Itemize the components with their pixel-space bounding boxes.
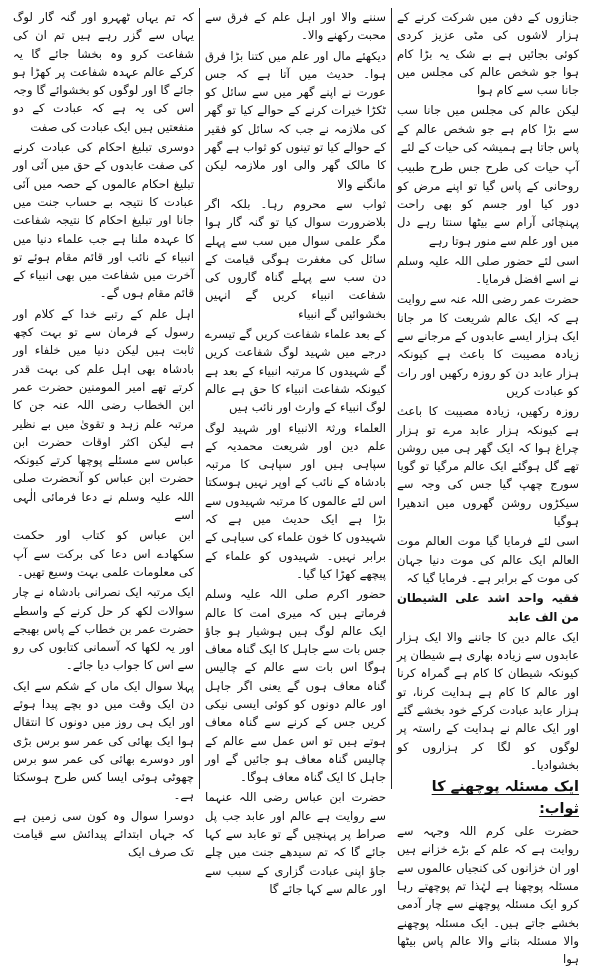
paragraph: حضرت عمر رضی اللہ عنہ سے روایت ہے کہ ایک عالم شریعت کا مر جانا ایک ہزار ایسے عابدوں کے مرجانے سے زیادہ مصیبت کا باعث ہے کیونکہ ہزار عابد دن کو روزہ رکھیں اور رات کو عبادت کریں [397, 292, 579, 398]
arabic-quote: فقیہ واحد اشد علی الشیطان من الف عابد [397, 591, 579, 624]
paragraph: دوسری تبلیغ احکام کی عبادت کرنے کی صفت عابدوں کے حق میں آئی اور تبلیغ احکام عالموں کے حصہ میں آئی عبادت کا نتیجہ بے حساب جنت میں جانا اور تبلیغ احکام کا نتیجہ شفاعت کا عہدہ ملنا ہے جب علماء دنیا میں انبیاء کے نائب اور قائم مقام ہوئے تو آخرت میں شفاعت میں بھی انبیاء کے قائم مقام ہوں گے۔ [13, 140, 194, 301]
paragraph: اہل علم کے رتبے خدا کے کلام اور رسول کے فرمان سے تو بہت کچھ ثابت ہیں لیکن دنیا میں خلفاء اور بادشاہ بھی اہل علم کی بہت قدر کرتے تھے امیر المومنین حضرت عمر ابن الخطاب رضی اللہ عنہ جن کا مرتبہ علم زہد و تقویٰ میں بے نظیر ہے لیکن اکثر اوقات حضرت ابن عباس سے مسئلے پوچھا کرتے کیونکہ حضرت ابن عباس کو آنحضرت صلی اللہ علیہ وسلم نے دعا فرمائی الٰہی اسے [13, 306, 194, 523]
paragraph: پہلا سوال ایک ماں کے شکم سے ایک دن ایک وقت میں دو بچے پیدا ہوئے اور ایک ہی روز میں دونوں کا انتقال ہوا ایک بھائی کی عمر سو برس بڑی اور دوسرے بھائی کی عمر سو برس چھوٹی ہوئی ایسا کس طرح ہوسکتا ہے۔ [13, 678, 194, 803]
column-right [392, 8, 584, 967]
paragraph: جنازوں کے دفن میں شرکت کرنے کے ہزار لاشوں کی مٹی عزیز کردی کوئی بجائیں ہے بے شک یہ بڑا کام ہوا جو شخص عالم کی مجلس میں جانا سب سے کام ہوا [397, 10, 579, 98]
paragraph: کے بعد علماء شفاعت کریں گے تیسرے درجے میں شہید لوگ شفاعت کریں گے شہیدوں کا مرتبہ انبیاء کے بعد ہے کیونکہ شفاعت انبیاء کا حق ہے عالم لوگ انبیاء کے وارث اور نائب ہیں [205, 327, 386, 415]
column-left [8, 8, 200, 860]
column-middle [200, 8, 392, 896]
paragraph: حضرت ابن عباس رضی اللہ عنہما سے روایت ہے عالم اور عابد جب پل صراط پر پہنچیں گے تو عابد سے کہا جائے گا کہ تم سیدھے جنت میں چلے جاؤ اپنی عبادت گزاری کے سبب سے اور عالم سے کہا جائے گا [205, 790, 386, 896]
paragraph: حضور اکرم صلی اللہ علیہ وسلم فرماتے ہیں کہ میری امت کا عالم ایک عالم لوگ ہیں ہوشیار ہو جاؤ جس بات سے جاہل کا ایک گناہ معاف ہوگا اس بات سے عالم کے چالیس گناہ معاف ہوں گے یعنی اگر جاہل اور عالم دونوں کو کوئی ایسی نیکی کریں جس کے کرنے سے گناہ معاف ہوتے ہیں تو اس عمل سے عالم کے چالیس گناہ معاف ہو جائیں گے اور جاہل کا ایک گناہ معاف ہوگا۔ [205, 587, 386, 785]
paragraph: ابن عباس کو کتاب اور حکمت سکھادے اس دعا کی برکت سے آپ کی معلومات علمی بہت وسیع تھیں۔ [13, 528, 194, 579]
paragraph: سننے والا اور اہل علم کے فرق سے محبت رکھنے والا۔ [205, 10, 386, 43]
section-heading: ایک مسئلہ پوچھنے کا ثواب: [431, 779, 579, 818]
paragraph: اسی لئے حضور صلی اللہ علیہ وسلم نے اسے افضل فرمایا۔ [397, 253, 579, 287]
paragraph: اسی لئے فرمایا گیا موت العالم موت العالم ایک عالم کی موت دنیا جہان کی موت کے برابر ہے۔ فرمایا گیا کہ [397, 534, 579, 585]
paragraph: کہ تم یہاں ٹھہرو اور گنہ گار لوگ یہاں سے گزر رہے ہیں تم ان کی شفاعت کرو وہ بخشا جائے گا یہ کرکے عالم عہدہ شفاعت پر کھڑا ہو جائے گا اور لوگوں کو بخشوائے گا وجہ اس کی یہ ہے کہ عبادت کے دو منفعتیں ہیں ایک عبادت کی صفت [13, 10, 194, 134]
paragraph: روزہ رکھیں، زیادہ مصیبت کا باعث ہے کیونکہ ہزار عابد مرے تو ہزار چراغ ہوا کہ ایک گھر ہی میں روشن تھے گل ہوگئے ایک عالم مرگیا تو گویا سورج چھپ گیا جس کی وجہ سے سیکڑوں روشن گھروں میں اندھیرا ہوگیا [397, 404, 579, 529]
paragraph: ایک مرتبہ ایک نصرانی بادشاہ نے چار سوالات لکھ کر حل کرنے کے واسطے حضرت عمر بن خطاب کے پاس بھیجے اور یہ لکھا کہ آسمانی کتابوں کی رو سے اس کا جواب دیا جائے۔ [13, 585, 194, 673]
paragraph: دوسرا سوال وہ کون سی زمین ہے کہ جہاں ابتدائے پیدائش سے قیامت تک صرف ایک [13, 808, 194, 860]
paragraph: لیکن عالم کی مجلس میں جانا سب سے بڑا کام ہے جو شخص عالم کے پاس جاتا ہے ہمیشہ کی حیات کے لئے [397, 103, 579, 155]
paragraph: ثواب سے محروم رہا۔ بلکہ اگر بلاضرورت سوال کیا تو گنہ گار ہوا مگر علمی سوال میں سب سے پہلے سائل کی مغفرت ہوگی قیامت کے دن سب سے پہلے گناہ گاروں کی شفاعت انبیاء کریں گے انہیں بخشوائیں گے انبیاء [205, 196, 386, 321]
paragraph: آپ حیات کی طرح جس طرح طبیب روحانی کے پاس گیا تو اپنے مرض کو دور کیا اور جسم کو بھی راحت پہنچائی آرام سے بیٹھا سنتا رہے دل میں اور علم سے منور ہوتا رہے [397, 160, 579, 248]
paragraph: العلماء ورثۃ الانبیاء اور شہید لوگ علم دین اور شریعت محمدیہ کے سپاہی ہیں اور سپاہی کا مرتبہ بادشاہ کے نائب کے اوپر نہیں ہوسکتا اس لئے عالموں کا مرتبہ شہیدوں سے بڑا ہے ایک حدیث میں ہے کہ شہیدوں کا خون علماء کی سیاہی کے برابر نہیں۔ شہیدوں کو علماء کے پیچھے کھڑا کیا گیا۔ [205, 420, 386, 581]
paragraph: ایک عالم دین کا جاننے والا ایک ہزار عابدوں سے زیادہ بھاری ہے شیطان پر کیونکہ شیطان کا کام ہے گمراہ کرنا اور عالم کا کام ہے ہدایت کرنا، تو ہزار عابد عبادت کرکے خود بخشے گئے اور ایک عالم نے ہدایت کے راستہ پر لوگوں کو لگا کر ہزاروں کو بخشوادیا۔ [397, 629, 579, 772]
paragraph: حضرت علی کرم اللہ وجہہ سے روایت ہے کہ علم کے بڑے خزانے ہیں اور ان خزانوں کی کنجیاں عالموں سے مسئلہ پوچھنا ہے لہٰذا تم پوچھتے رہا کرو ایک مسئلہ پوچھنے سے چار آدمی بخشے جاتے ہیں۔ ایک مسئلہ پوچھنے والا مسئلہ بتانے والا عالم پاس بیٹھا ہوا [397, 824, 579, 967]
paragraph: دیکھئے مال اور علم میں کتنا بڑا فرق ہوا۔ حدیث میں آتا ہے کہ جس عورت نے اپنے گھر میں سے سائل کو ٹکڑا خیرات کرنے کے حوالے کیا تو گھر کی ملازمہ نے جب کہ سائل کو فقیر کے حوالے کیا تو تینوں کو ثواب ہے گھر کا مالک گھر والی اور ملازمہ لیکن مانگنے والا [205, 48, 386, 191]
